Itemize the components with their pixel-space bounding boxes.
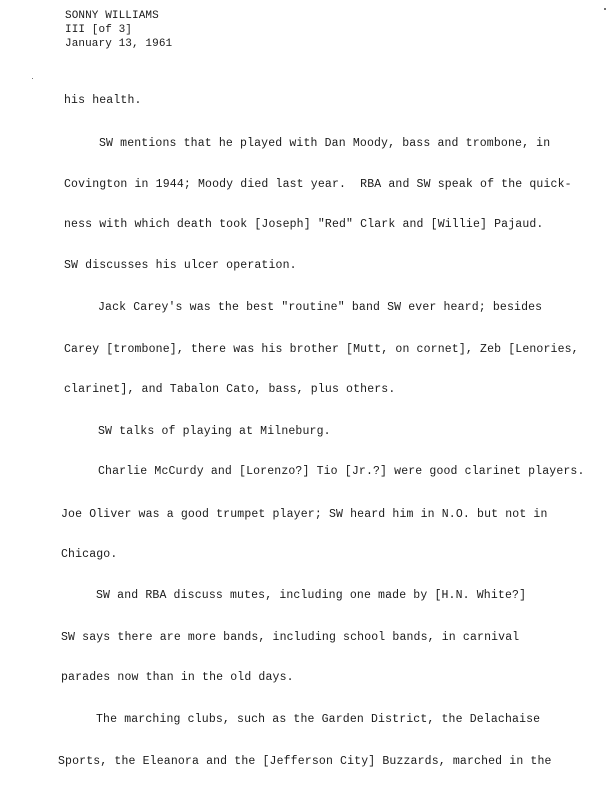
body-line: Jack Carey's was the best "routine" band SW ever heard; besides bbox=[98, 301, 543, 314]
interview-date: January 13, 1961 bbox=[65, 38, 173, 50]
body-line: his health. bbox=[64, 94, 142, 107]
body-line: SW says there are more bands, including school bands, in carnival bbox=[61, 631, 520, 644]
body-line: SW mentions that he played with Dan Moody, bass and trombone, in bbox=[99, 137, 551, 150]
body-line: Charlie McCurdy and [Lorenzo?] Tio [Jr.?] were good clarinet players. bbox=[98, 465, 585, 478]
scan-speck bbox=[32, 78, 33, 79]
interviewee-name: SONNY WILLIAMS bbox=[65, 10, 159, 22]
body-line: Carey [trombone], there was his brother [Mutt, on cornet], Zeb [Lenories, bbox=[64, 343, 579, 356]
body-line: SW and RBA discuss mutes, including one made by [H.N. White?] bbox=[96, 589, 527, 602]
body-line: parades now than in the old days. bbox=[61, 671, 294, 684]
body-line: SW discusses his ulcer operation. bbox=[64, 259, 297, 272]
body-line: SW talks of playing at Milneburg. bbox=[98, 425, 331, 438]
body-line: Covington in 1944; Moody died last year. RBA and SW speak of the quick- bbox=[64, 178, 572, 191]
body-line: ness with which death took [Joseph] "Red" Clark and [Willie] Pajaud. bbox=[64, 218, 544, 231]
body-line: clarinet], and Tabalon Cato, bass, plus others. bbox=[64, 383, 396, 396]
document-header bbox=[65, 9, 172, 51]
body-line: Chicago. bbox=[61, 548, 118, 561]
scan-speck bbox=[604, 8, 606, 10]
body-line: The marching clubs, such as the Garden District, the Delachaise bbox=[96, 713, 541, 726]
body-line: Sports, the Eleanora and the [Jefferson City] Buzzards, marched in the bbox=[58, 755, 552, 768]
body-line: Joe Oliver was a good trumpet player; SW heard him in N.O. but not in bbox=[61, 508, 548, 521]
reel-number: III [of 3] bbox=[65, 24, 133, 36]
